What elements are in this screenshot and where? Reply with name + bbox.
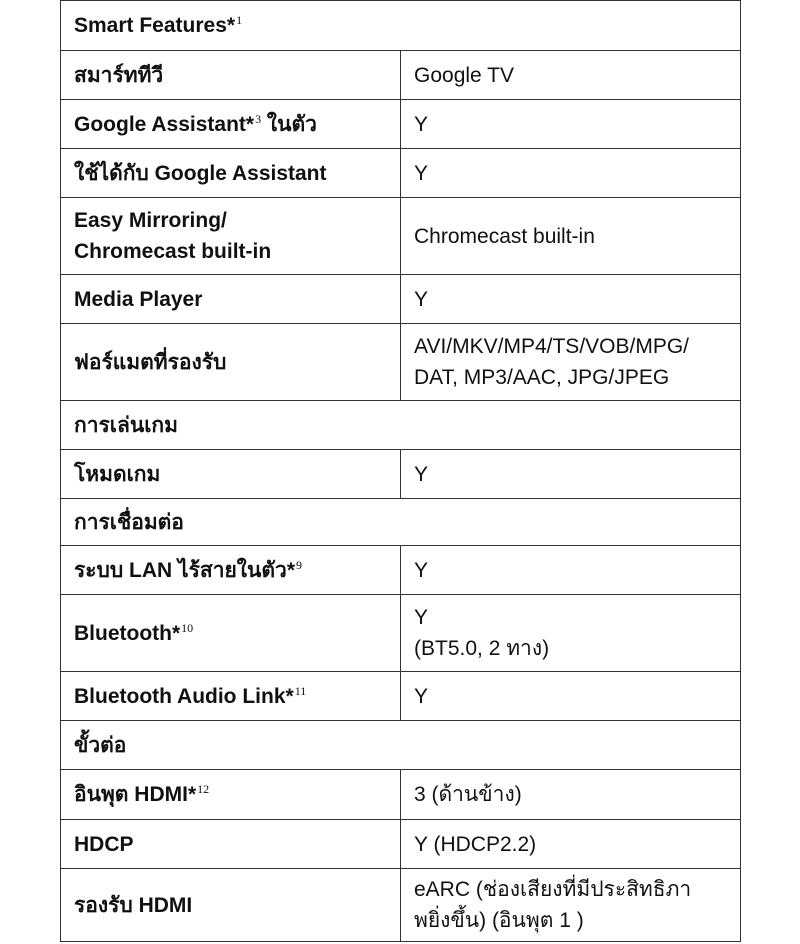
footnote-marker: 3 (255, 111, 262, 126)
label-text: HDCP (74, 832, 134, 856)
value-text: Y (414, 606, 429, 629)
row-label (61, 51, 401, 100)
table-row (61, 595, 741, 672)
table-row (61, 149, 741, 198)
value-text: Y (414, 161, 429, 185)
section-row (61, 721, 741, 770)
section-heading (61, 1, 741, 51)
row-value (401, 100, 741, 149)
table-row (61, 869, 741, 942)
row-label (61, 100, 401, 149)
label-text: ใช้ได้กับ Google Assistant (74, 161, 327, 185)
table-row (61, 51, 741, 100)
row-label (61, 770, 401, 820)
footnote-marker: 12 (197, 782, 210, 796)
section-row (61, 1, 741, 51)
section-row (61, 499, 741, 546)
label-text: อินพุต HDMI* (74, 783, 197, 806)
row-value (401, 770, 741, 820)
row-value (401, 324, 741, 401)
row-value (401, 672, 741, 721)
section-label: การเล่นเกม (74, 413, 178, 437)
section-heading (61, 721, 741, 770)
footnote-marker: 1 (236, 13, 243, 27)
row-value (401, 820, 741, 869)
row-label (61, 672, 401, 721)
label-suffix: ในตัว (261, 112, 317, 136)
value-text: eARC (ช่องเสียงที่มีประสิทธิภา (414, 878, 692, 901)
table-row (61, 672, 741, 721)
row-label (61, 450, 401, 499)
value-text: 3 (ด้านข้าง) (414, 783, 522, 806)
label-text: Media Player (74, 287, 203, 311)
value-text: Y (414, 112, 429, 136)
row-value (401, 275, 741, 324)
value-text-line2: พยิ่งขึ้น) (อินพุต 1 ) (414, 909, 584, 932)
value-text: Y (HDCP2.2) (414, 832, 537, 856)
label-text: ฟอร์แมตที่รองรับ (74, 350, 227, 374)
section-heading (61, 499, 741, 546)
table-row (61, 450, 741, 499)
label-text: Bluetooth* (74, 621, 181, 645)
label-text-line2: Chromecast built-in (74, 240, 272, 263)
value-text: Y (414, 287, 429, 311)
table-row (61, 546, 741, 595)
table-row (61, 198, 741, 275)
value-text: Google TV (414, 63, 515, 87)
table-row (61, 770, 741, 820)
row-value (401, 198, 741, 275)
row-value (401, 546, 741, 595)
row-label (61, 149, 401, 198)
row-value (401, 869, 741, 942)
row-label (61, 324, 401, 401)
footnote-marker: 11 (294, 683, 307, 698)
table-row (61, 820, 741, 869)
table-row (61, 275, 741, 324)
row-label (61, 275, 401, 324)
row-value (401, 450, 741, 499)
value-text-line2: DAT, MP3/AAC, JPG/JPEG (414, 366, 670, 389)
row-value (401, 51, 741, 100)
label-text: Google Assistant* (74, 112, 255, 136)
value-text: Y (414, 684, 429, 708)
row-label (61, 595, 401, 672)
value-text: Y (414, 558, 429, 582)
label-text: Easy Mirroring/ (74, 209, 227, 232)
row-label (61, 546, 401, 595)
row-value (401, 595, 741, 672)
row-label (61, 869, 401, 942)
footnote-marker: 10 (181, 620, 194, 635)
row-label (61, 198, 401, 275)
section-label: การเชื่อมต่อ (74, 510, 184, 534)
value-text: Y (414, 462, 429, 486)
table-row (61, 100, 741, 149)
label-text: รองรับ HDMI (74, 893, 193, 917)
section-label: Smart Features* (74, 14, 236, 37)
label-text: โหมดเกม (74, 462, 161, 486)
section-heading (61, 401, 741, 450)
value-text: AVI/MKV/MP4/TS/VOB/MPG/ (414, 335, 689, 358)
value-text-line2: (BT5.0, 2 ทาง) (414, 637, 550, 660)
spec-table (60, 0, 741, 942)
label-text: Bluetooth Audio Link* (74, 684, 294, 708)
value-text: Chromecast built-in (414, 224, 595, 248)
row-label (61, 820, 401, 869)
label-text: สมาร์ททีวี (74, 63, 164, 87)
section-label: ขั้วต่อ (74, 733, 127, 757)
row-value (401, 149, 741, 198)
table-row (61, 324, 741, 401)
label-text: ระบบ LAN ไร้สายในตัว* (74, 558, 296, 582)
section-row (61, 401, 741, 450)
footnote-marker: 9 (296, 557, 303, 572)
